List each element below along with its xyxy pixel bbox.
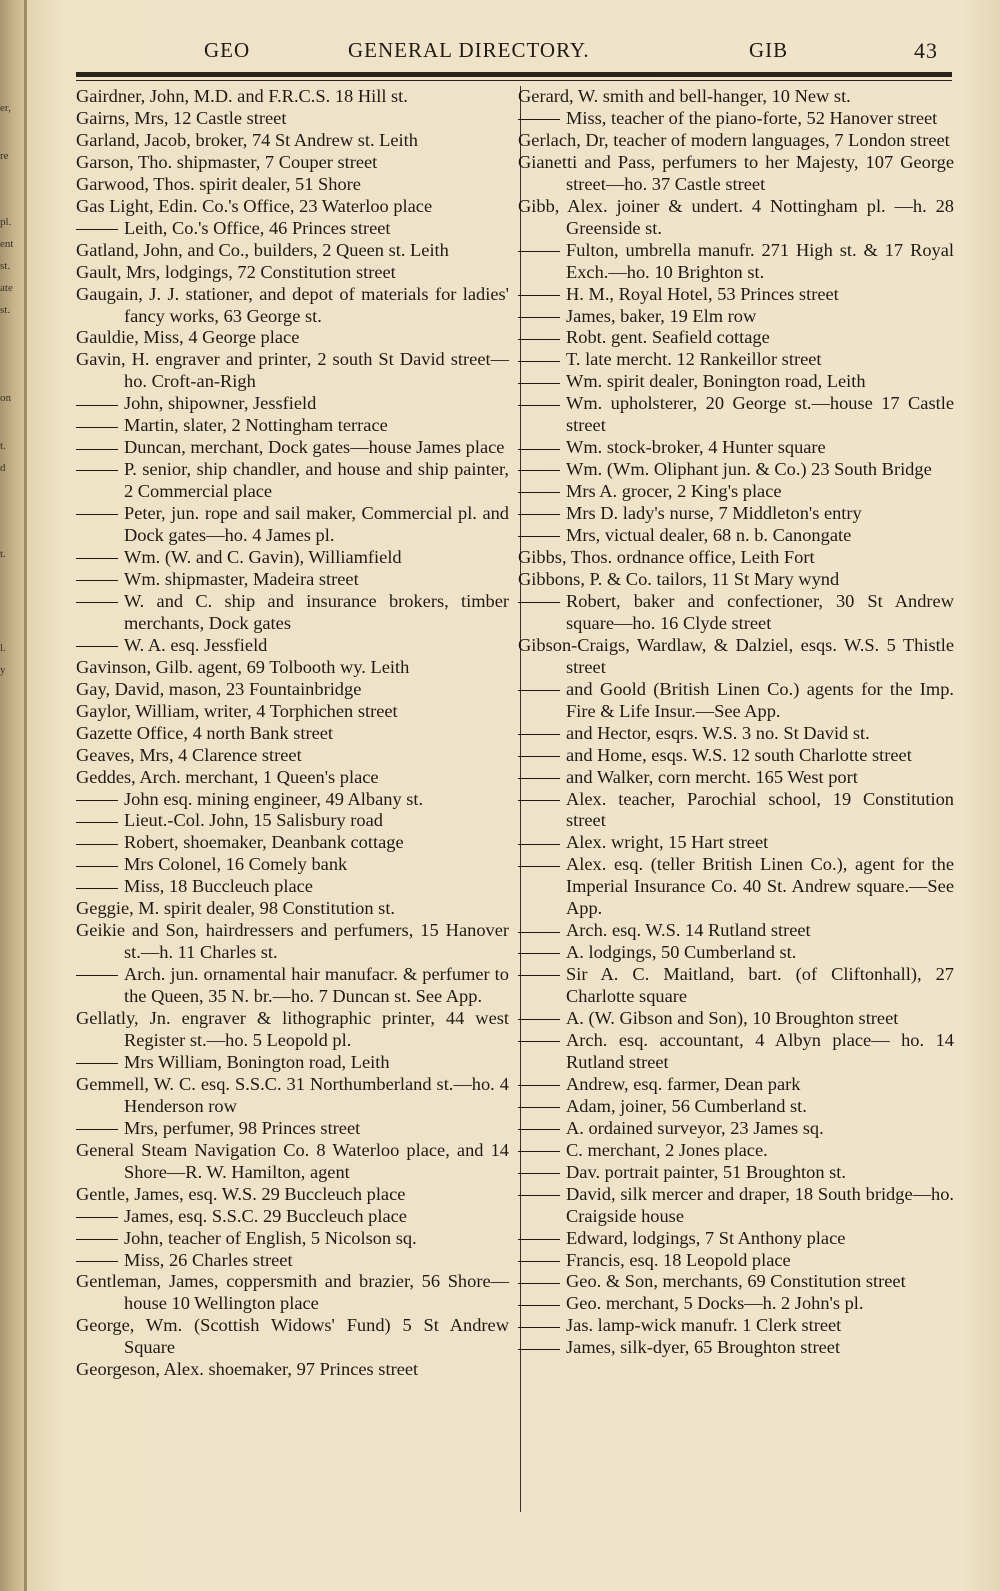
ditto-dash xyxy=(518,383,560,384)
entry-text: Garwood, Thos. spirit dealer, 51 Shore xyxy=(76,173,361,194)
entry-text: Lieut.-Col. John, 15 Salisbury road xyxy=(124,810,383,831)
directory-sub-entry xyxy=(518,481,954,503)
directory-entry xyxy=(76,898,509,920)
entry-text: Geo. merchant, 5 Docks—h. 2 John's pl. xyxy=(566,1293,864,1314)
entry-text: Geaves, Mrs, 4 Clarence street xyxy=(76,744,302,765)
entry-text: Gairns, Mrs, 12 Castle street xyxy=(76,107,287,128)
ditto-dash xyxy=(76,602,118,603)
entry-text: Jas. lamp-wick manufr. 1 Clerk street xyxy=(566,1315,842,1336)
directory-entry xyxy=(76,130,509,152)
left-column xyxy=(76,86,509,1381)
left-entry-list xyxy=(76,86,509,1381)
entry-text: Alex. wright, 15 Hart street xyxy=(566,832,769,853)
ditto-dash xyxy=(518,405,560,406)
directory-sub-entry xyxy=(518,1315,954,1337)
ditto-dash xyxy=(518,1283,560,1284)
ditto-dash xyxy=(518,295,560,296)
ditto-dash xyxy=(76,800,118,801)
ditto-dash xyxy=(518,778,560,779)
directory-entry xyxy=(76,1074,509,1118)
ditto-dash xyxy=(518,1261,560,1262)
entry-text: Robert, shoemaker, Deanbank cottage xyxy=(124,832,404,853)
directory-sub-entry xyxy=(518,679,954,723)
entry-text: Gemmell, W. C. esq. S.S.C. 31 Northumberland st.—ho. 4 Henderson row xyxy=(76,1073,509,1116)
directory-sub-entry xyxy=(518,745,954,767)
facing-page-fragment: re xyxy=(0,150,9,162)
entry-text: Gentle, James, esq. W.S. 29 Buccleuch place xyxy=(76,1183,406,1204)
header-title: GENERAL DIRECTORY. xyxy=(348,38,590,62)
entry-text: Adam, joiner, 56 Cumberland st. xyxy=(566,1095,807,1116)
ditto-dash xyxy=(518,1327,560,1328)
ditto-dash xyxy=(76,1217,118,1218)
directory-entry xyxy=(76,1271,509,1315)
entry-text: Arch. esq. W.S. 14 Rutland street xyxy=(566,920,811,941)
directory-entry xyxy=(76,920,509,964)
entry-text: Geikie and Son, hairdressers and perfumers, 15 Hanover st.—h. 11 Charles st. xyxy=(76,920,509,963)
entry-text: Gay, David, mason, 23 Fountainbridge xyxy=(76,678,362,699)
right-entry-list xyxy=(518,86,954,1359)
ditto-dash xyxy=(518,953,560,954)
directory-sub-entry xyxy=(518,1140,954,1162)
ditto-dash xyxy=(518,975,560,976)
directory-entry xyxy=(518,196,954,240)
entry-text: Gibbons, P. & Co. tailors, 11 St Mary wynd xyxy=(518,568,840,589)
facing-page-fragment: er, xyxy=(0,102,11,114)
ditto-dash xyxy=(518,866,560,867)
directory-sub-entry xyxy=(76,437,509,459)
directory-entry xyxy=(76,723,509,745)
directory-entry xyxy=(76,196,509,218)
directory-entry xyxy=(518,86,954,108)
ditto-dash xyxy=(518,602,560,603)
facing-page-fragment: d xyxy=(0,462,6,474)
directory-sub-entry xyxy=(518,240,954,284)
ditto-dash xyxy=(518,470,560,471)
entry-text: P. senior, ship chandler, and house and ship painter, 2 Commercial place xyxy=(124,459,509,502)
entry-text: Geddes, Arch. merchant, 1 Queen's place xyxy=(76,766,379,787)
directory-sub-entry xyxy=(76,789,509,811)
directory-sub-entry xyxy=(518,459,954,481)
entry-text: James, silk-dyer, 65 Broughton street xyxy=(566,1337,841,1358)
entry-text: Gianetti and Pass, perfumers to her Majesty, 107 George street—ho. 37 Castle street xyxy=(518,151,954,194)
directory-entry xyxy=(76,1140,509,1184)
page-number: 43 xyxy=(914,38,938,63)
directory-sub-entry xyxy=(76,832,509,854)
header-right-keyword: GIB xyxy=(749,38,789,62)
facing-page-fragment: l. xyxy=(0,642,6,654)
directory-sub-entry xyxy=(518,1008,954,1030)
entry-text: General Steam Navigation Co. 8 Waterloo place, and 14 Shore—R. W. Hamilton, agent xyxy=(76,1139,509,1182)
entry-text: Gaugain, J. J. stationer, and depot of materials for ladies' fancy works, 63 George st. xyxy=(76,283,509,326)
ditto-dash xyxy=(518,800,560,801)
facing-page-fragment: t. xyxy=(0,548,6,560)
entry-text: George, Wm. (Scottish Widows' Fund) 5 St Andrew Square xyxy=(76,1315,509,1358)
entry-text: Miss, 18 Buccleuch place xyxy=(124,876,313,897)
ditto-dash xyxy=(518,1173,560,1174)
directory-sub-entry xyxy=(518,503,954,525)
directory-entry xyxy=(518,569,954,591)
directory-sub-entry xyxy=(76,1052,509,1074)
ditto-dash xyxy=(76,449,118,450)
entry-text: Gavinson, Gilb. agent, 69 Tolbooth wy. Leith xyxy=(76,656,410,677)
ditto-dash xyxy=(518,1349,560,1350)
directory-sub-entry xyxy=(518,393,954,437)
entry-text: Wm. shipmaster, Madeira street xyxy=(124,568,359,589)
entry-text: Martin, slater, 2 Nottingham terrace xyxy=(124,415,388,436)
entry-text: Gentleman, James, coppersmith and brazier, 56 Shore—house 10 Wellington place xyxy=(76,1271,509,1314)
ditto-dash xyxy=(76,514,118,515)
directory-sub-entry xyxy=(518,1293,954,1315)
directory-sub-entry xyxy=(76,1228,509,1250)
ditto-dash xyxy=(518,119,560,120)
entry-text: Sir A. C. Maitland, bart. (of Cliftonhall), 27 Charlotte square xyxy=(566,964,954,1007)
directory-sub-entry xyxy=(518,437,954,459)
entry-text: Wm. (Wm. Oliphant jun. & Co.) 23 South Bridge xyxy=(566,459,932,480)
header-rule xyxy=(76,72,952,77)
entry-text: A. (W. Gibson and Son), 10 Broughton street xyxy=(566,1008,899,1029)
ditto-dash xyxy=(518,1195,560,1196)
directory-sub-entry xyxy=(518,306,954,328)
ditto-dash xyxy=(76,558,118,559)
directory-entry xyxy=(76,1359,509,1381)
ditto-dash xyxy=(76,580,118,581)
entry-text: Robert, baker and confectioner, 30 St Andrew square—ho. 16 Clyde street xyxy=(566,590,954,633)
directory-entry xyxy=(76,1315,509,1359)
directory-sub-entry xyxy=(518,854,954,920)
directory-sub-entry xyxy=(518,284,954,306)
ditto-dash xyxy=(518,1085,560,1086)
directory-sub-entry xyxy=(518,789,954,833)
directory-sub-entry xyxy=(76,393,509,415)
ditto-dash xyxy=(518,251,560,252)
entry-text: C. merchant, 2 Jones place. xyxy=(566,1139,768,1160)
directory-entry xyxy=(76,152,509,174)
entry-text: John esq. mining engineer, 49 Albany st. xyxy=(124,788,424,809)
entry-text: Gavin, H. engraver and printer, 2 south St David street—ho. Croft-an-Righ xyxy=(76,349,509,392)
directory-entry xyxy=(76,701,509,723)
ditto-dash xyxy=(76,405,118,406)
directory-sub-entry xyxy=(76,964,509,1008)
directory-sub-entry xyxy=(518,767,954,789)
directory-sub-entry xyxy=(76,854,509,876)
directory-sub-entry xyxy=(76,503,509,547)
directory-sub-entry xyxy=(76,591,509,635)
entry-text: Leith, Co.'s Office, 46 Princes street xyxy=(124,217,391,238)
facing-page-fragment: t. xyxy=(0,440,6,452)
facing-page-fragment: ate xyxy=(0,282,13,294)
directory-sub-entry xyxy=(518,1096,954,1118)
entry-text: Gaylor, William, writer, 4 Torphichen street xyxy=(76,700,398,721)
directory-entry xyxy=(76,1184,509,1206)
directory-entry xyxy=(76,1008,509,1052)
entry-text: Robt. gent. Seafield cottage xyxy=(566,327,770,348)
directory-sub-entry xyxy=(76,635,509,657)
directory-sub-entry xyxy=(518,832,954,854)
ditto-dash xyxy=(518,317,560,318)
entry-text: A. ordained surveyor, 23 James sq. xyxy=(566,1117,824,1138)
entry-text: Fulton, umbrella manufr. 271 High st. & 17 Royal Exch.—ho. 10 Brighton st. xyxy=(566,239,954,282)
ditto-dash xyxy=(518,536,560,537)
directory-sub-entry xyxy=(518,1030,954,1074)
entry-text: Miss, teacher of the piano-forte, 52 Hanover street xyxy=(566,107,938,128)
directory-sub-entry xyxy=(76,876,509,898)
directory-sub-entry xyxy=(518,1337,954,1359)
facing-page-fragment: st. xyxy=(0,304,11,316)
entry-text: Geo. & Son, merchants, 69 Constitution street xyxy=(566,1271,906,1292)
entry-text: Mrs, perfumer, 98 Princes street xyxy=(124,1117,361,1138)
directory-entry xyxy=(518,130,954,152)
directory-sub-entry xyxy=(518,1162,954,1184)
directory-sub-entry xyxy=(518,1184,954,1228)
entry-text: John, teacher of English, 5 Nicolson sq. xyxy=(124,1227,417,1248)
ditto-dash xyxy=(76,866,118,867)
entry-text: Andrew, esq. farmer, Dean park xyxy=(566,1073,801,1094)
entry-text: Gibson-Craigs, Wardlaw, & Dalziel, esqs. W.S. 5 Thistle street xyxy=(518,634,954,677)
entry-text: Peter, jun. rope and sail maker, Commercial pl. and Dock gates—ho. 4 James pl. xyxy=(124,503,509,546)
ditto-dash xyxy=(76,888,118,889)
facing-page-fragment: y xyxy=(0,664,6,676)
directory-entry xyxy=(76,657,509,679)
ditto-dash xyxy=(518,734,560,735)
header-rule-thin xyxy=(76,80,952,81)
entry-text: and Home, esqs. W.S. 12 south Charlotte street xyxy=(566,744,912,765)
directory-sub-entry xyxy=(76,459,509,503)
entry-text: Wm. upholsterer, 20 George st.—house 17 Castle street xyxy=(566,393,954,436)
entry-text: Wm. (W. and C. Gavin), Williamfield xyxy=(124,547,402,568)
directory-entry xyxy=(76,86,509,108)
entry-text: Gauldie, Miss, 4 George place xyxy=(76,327,300,348)
directory-sub-entry xyxy=(518,723,954,745)
directory-entry xyxy=(76,679,509,701)
ditto-dash xyxy=(518,492,560,493)
facing-page-fragment: ent xyxy=(0,238,14,250)
ditto-dash xyxy=(76,975,118,976)
directory-entry xyxy=(518,547,954,569)
directory-sub-entry xyxy=(518,108,954,130)
directory-sub-entry xyxy=(76,810,509,832)
ditto-dash xyxy=(518,1151,560,1152)
directory-sub-entry xyxy=(76,569,509,591)
ditto-dash xyxy=(518,932,560,933)
directory-entry xyxy=(76,767,509,789)
ditto-dash xyxy=(76,844,118,845)
ditto-dash xyxy=(76,822,118,823)
entry-text: David, silk mercer and draper, 18 South bridge—ho. Craigside house xyxy=(566,1183,954,1226)
directory-sub-entry xyxy=(76,415,509,437)
binding-edge xyxy=(24,0,27,1591)
directory-entry xyxy=(76,262,509,284)
ditto-dash xyxy=(518,449,560,450)
entry-text: Gerlach, Dr, teacher of modern languages, 7 London street xyxy=(518,129,950,150)
entry-text: Mrs, victual dealer, 68 n. b. Canongate xyxy=(566,525,852,546)
entry-text: Garland, Jacob, broker, 74 St Andrew st. Leith xyxy=(76,129,418,150)
ditto-dash xyxy=(76,1261,118,1262)
entry-text: Alex. esq. (teller British Linen Co.), agent for the Imperial Insurance Co. 40 St. Andrew square.—See App. xyxy=(566,854,954,919)
entry-text: Duncan, merchant, Dock gates—house James place xyxy=(124,437,505,458)
ditto-dash xyxy=(518,339,560,340)
ditto-dash xyxy=(76,470,118,471)
directory-sub-entry xyxy=(518,349,954,371)
ditto-dash xyxy=(518,1041,560,1042)
ditto-dash xyxy=(518,690,560,691)
entry-text: Gibb, Alex. joiner & undert. 4 Nottingham pl. —h. 28 Greenside st. xyxy=(518,195,954,238)
directory-entry xyxy=(76,240,509,262)
entry-text: James, baker, 19 Elm row xyxy=(566,305,757,326)
ditto-dash xyxy=(518,1107,560,1108)
directory-sub-entry xyxy=(76,1206,509,1228)
directory-sub-entry xyxy=(518,1228,954,1250)
entry-text: Gellatly, Jn. engraver & lithographic printer, 44 west Register st.—ho. 5 Leopold pl. xyxy=(76,1008,509,1050)
ditto-dash xyxy=(76,1129,118,1130)
entry-text: W. A. esq. Jessfield xyxy=(124,634,268,655)
right-column xyxy=(518,86,954,1359)
entry-text: Gibbs, Thos. ordnance office, Leith Fort xyxy=(518,547,815,568)
ditto-dash xyxy=(76,427,118,428)
entry-text: and Walker, corn mercht. 165 West port xyxy=(566,766,858,787)
ditto-dash xyxy=(518,361,560,362)
directory-sub-entry xyxy=(518,1074,954,1096)
ditto-dash xyxy=(76,1063,118,1064)
ditto-dash xyxy=(518,844,560,845)
entry-text: and Goold (British Linen Co.) agents for the Imp. Fire & Life Insur.—See App. xyxy=(566,678,954,721)
entry-text: Francis, esq. 18 Leopold place xyxy=(566,1249,791,1270)
entry-text: Georgeson, Alex. shoemaker, 97 Princes street xyxy=(76,1359,419,1380)
directory-sub-entry xyxy=(518,525,954,547)
entry-text: Wm. stock-broker, 4 Hunter square xyxy=(566,437,826,458)
entry-text: Mrs D. lady's nurse, 7 Middleton's entry xyxy=(566,503,862,524)
directory-sub-entry xyxy=(76,218,509,240)
entry-text: Gerard, W. smith and bell-hanger, 10 New st. xyxy=(518,86,851,106)
directory-entry xyxy=(76,745,509,767)
directory-sub-entry xyxy=(518,591,954,635)
entry-text: Wm. spirit dealer, Bonington road, Leith xyxy=(566,371,866,392)
entry-text: Mrs Colonel, 16 Comely bank xyxy=(124,854,348,875)
ditto-dash xyxy=(76,646,118,647)
directory-entry xyxy=(76,174,509,196)
entry-text: Gazette Office, 4 north Bank street xyxy=(76,722,334,743)
ditto-dash xyxy=(518,514,560,515)
entry-text: Dav. portrait painter, 51 Broughton st. xyxy=(566,1161,847,1182)
directory-sub-entry xyxy=(518,942,954,964)
entry-text: Gatland, John, and Co., builders, 2 Queen st. Leith xyxy=(76,239,449,260)
entry-text: Alex. teacher, Parochial school, 19 Constitution street xyxy=(566,788,954,831)
directory-entry xyxy=(76,349,509,393)
entry-text: and Hector, esqrs. W.S. 3 no. St David st. xyxy=(566,722,870,743)
ditto-dash xyxy=(518,1129,560,1130)
facing-page-fragment: on xyxy=(0,392,11,404)
directory-sub-entry xyxy=(518,920,954,942)
directory-sub-entry xyxy=(76,1250,509,1272)
entry-text: T. late mercht. 12 Rankeillor street xyxy=(566,349,822,370)
directory-sub-entry xyxy=(518,371,954,393)
entry-text: Gas Light, Edin. Co.'s Office, 23 Waterloo place xyxy=(76,195,433,216)
ditto-dash xyxy=(518,756,560,757)
entry-text: Arch. esq. accountant, 4 Albyn place— ho. 14 Rutland street xyxy=(566,1029,954,1072)
directory-sub-entry xyxy=(518,1250,954,1272)
entry-text: W. and C. ship and insurance brokers, timber merchants, Dock gates xyxy=(124,590,509,633)
directory-sub-entry xyxy=(76,547,509,569)
ditto-dash xyxy=(76,229,118,230)
directory-entry xyxy=(76,327,509,349)
directory-entry xyxy=(518,635,954,679)
entry-text: Mrs William, Bonington road, Leith xyxy=(124,1051,390,1072)
directory-entry xyxy=(76,284,509,328)
running-head xyxy=(204,38,954,68)
ditto-dash xyxy=(518,1019,560,1020)
ditto-dash xyxy=(76,1239,118,1240)
directory-entry xyxy=(518,152,954,196)
directory-sub-entry xyxy=(518,327,954,349)
entry-text: Geggie, M. spirit dealer, 98 Constitution st. xyxy=(76,898,396,919)
directory-sub-entry xyxy=(518,964,954,1008)
entry-text: A. lodgings, 50 Cumberland st. xyxy=(566,942,797,963)
facing-page-fragment: st. xyxy=(0,260,11,272)
directory-sub-entry xyxy=(518,1118,954,1140)
entry-text: Edward, lodgings, 7 St Anthony place xyxy=(566,1227,846,1248)
entry-text: John, shipowner, Jessfield xyxy=(124,393,317,414)
directory-sub-entry xyxy=(518,1271,954,1293)
entry-text: Garson, Tho. shipmaster, 7 Couper street xyxy=(76,151,378,172)
header-left-keyword: GEO xyxy=(204,38,251,62)
entry-text: Gault, Mrs, lodgings, 72 Constitution street xyxy=(76,261,396,282)
entry-text: Mrs A. grocer, 2 King's place xyxy=(566,481,782,502)
entry-text: Gairdner, John, M.D. and F.R.C.S. 18 Hill st. xyxy=(76,86,408,106)
ditto-dash xyxy=(518,1305,560,1306)
entry-text: H. M., Royal Hotel, 53 Princes street xyxy=(566,283,839,304)
directory-sub-entry xyxy=(76,1118,509,1140)
facing-page-fragment: pl. xyxy=(0,216,12,228)
entry-text: Arch. jun. ornamental hair manufacr. & perfumer to the Queen, 35 N. br.—ho. 7 Duncan st. See App. xyxy=(124,964,509,1007)
entry-text: James, esq. S.S.C. 29 Buccleuch place xyxy=(124,1205,407,1226)
directory-entry xyxy=(76,108,509,130)
entry-text: Miss, 26 Charles street xyxy=(124,1249,293,1270)
ditto-dash xyxy=(518,1239,560,1240)
